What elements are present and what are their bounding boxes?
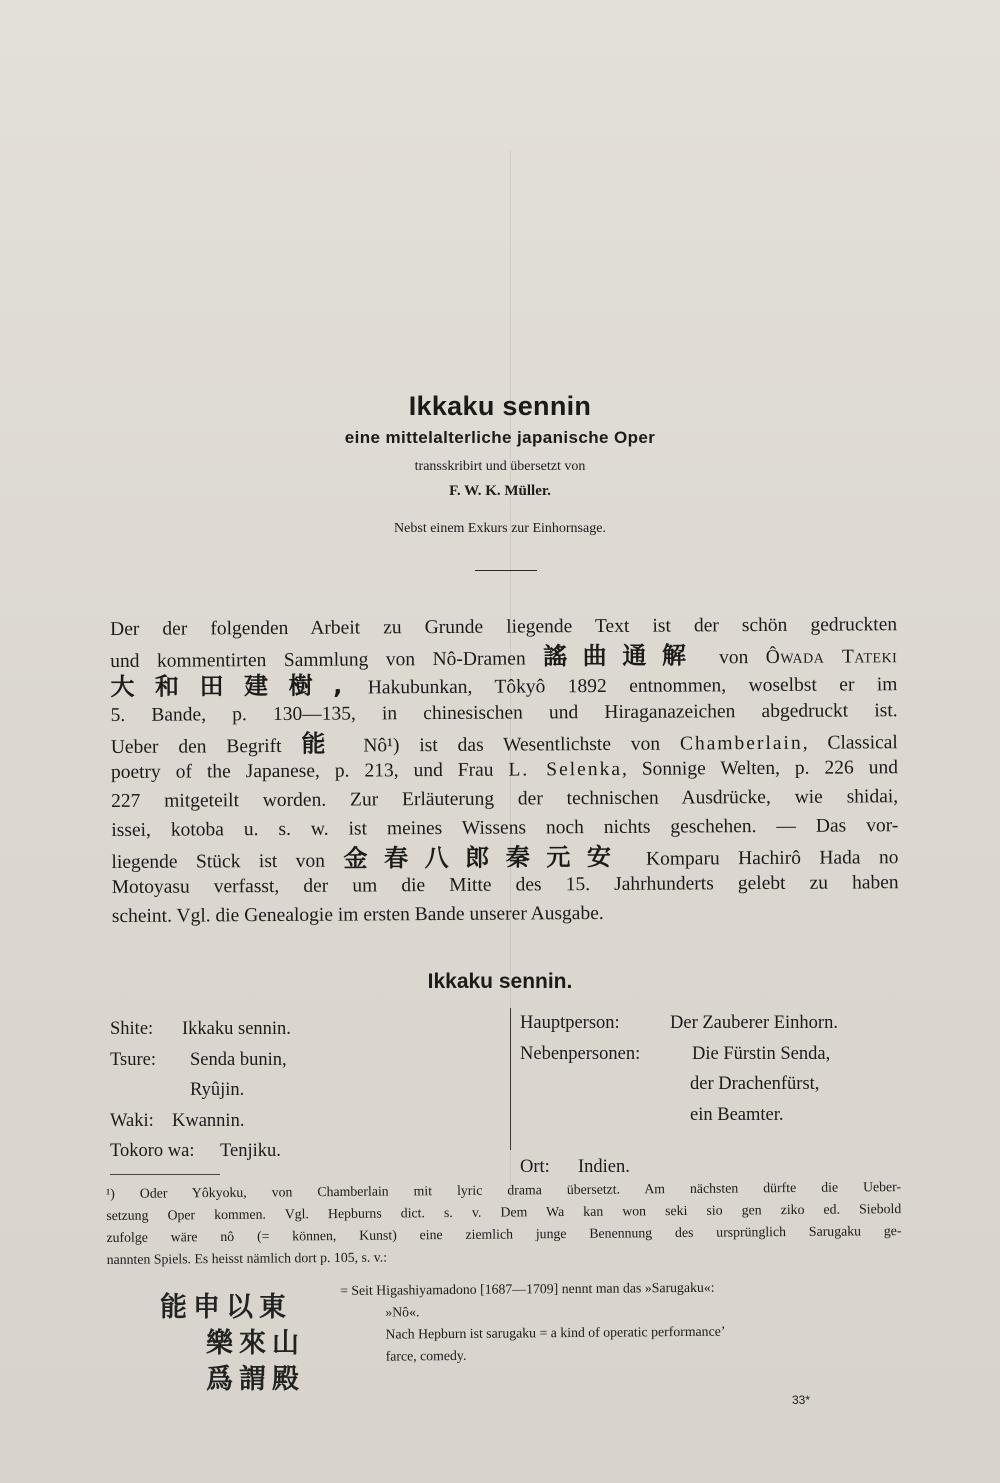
role-row: Tokoro wa: Tenjiku. xyxy=(110,1141,281,1161)
roles-german xyxy=(520,1008,838,1183)
role-row: Nebenpersonen: Die Fürstin Senda, xyxy=(520,1043,831,1064)
page-number: 33* xyxy=(792,1393,811,1407)
footnote-line: setzung Oper kommen. Vgl. Hepburns dict. s. v. Dem Wa kan won seki sio gen ziko ed. Siebold xyxy=(106,1201,902,1223)
footnote xyxy=(106,1176,902,1271)
footnote-line: ¹) Oder Yôkyoku, von Chamberlain mit lyric drama übersetzt. Am nächsten dürfte die Ueber- xyxy=(106,1179,902,1201)
roles-divider xyxy=(510,1008,511,1150)
quote-line: farce, comedy. xyxy=(385,1347,467,1364)
kanji-row: 爲謂殿 xyxy=(206,1364,305,1395)
paragraph-line: Ueber den Begrift 能 Nô¹) ist das Wesentlichste von Chamberlain, Classical xyxy=(110,729,898,758)
paragraph-line: und kommentirten Sammlung von Nô-Dramen 謠曲通解 von Ôwada Tateki xyxy=(110,641,898,672)
excursus-note: Nebst einem Exkurs zur Einhornsage. xyxy=(394,521,606,536)
paragraph-line: 大和田建樹, Hakubunkan, Tôkyô 1892 entnommen, woselbst er im xyxy=(110,671,898,702)
kanji-collection-title: 謠曲通解 xyxy=(543,641,702,671)
quote-line: »Nô«. xyxy=(385,1304,420,1320)
footnote-line: zufolge wäre nô (= können, Kunst) eine ziemlich junge Benennung des ursprünglich Sarugaku ge- xyxy=(106,1223,902,1245)
footnote-line: nannten Spiels. Es heisst nämlich dort p. 105, s. v.: xyxy=(106,1249,388,1267)
role-row: Shite: Ikkaku sennin. xyxy=(110,1019,291,1039)
role-row: Waki: Kwannin. xyxy=(110,1110,245,1131)
author-name: F. W. K. Müller. xyxy=(449,483,551,499)
footnote-rule xyxy=(110,1174,220,1175)
role-row: Hauptperson: Der Zauberer Einhorn. xyxy=(520,1013,838,1033)
quote-line: Nach Hepburn ist sarugaku = a kind of operatic performance’ xyxy=(385,1323,726,1342)
paragraph-line: liegende Stück ist von 金春八郎秦元安 Komparu Hachirô Hada no xyxy=(111,842,899,873)
play-heading: Ikkaku sennin. xyxy=(427,970,573,993)
paragraph-line: Der der folgenden Arbeit zu Grunde liegende Text ist der schön gedruckten xyxy=(110,614,898,640)
kanji-author-name: 金春八郎秦元安 xyxy=(343,842,628,873)
document-title: Ikkaku sennin xyxy=(408,391,592,421)
paragraph-line: scheint. Vgl. die Genealogie im ersten Bande unserer Ausgabe. xyxy=(111,902,604,927)
editor-name: Ôwada Tateki xyxy=(765,645,898,668)
kanji-editor-name: 大和田建樹, xyxy=(110,671,346,702)
paragraph-line: Motoyasu verfasst, der um die Mitte des 15. Jahrhunderts gelebt zu haben xyxy=(111,872,899,899)
role-row xyxy=(520,1130,838,1152)
title-rule xyxy=(475,570,537,571)
translated-by-label: transskribirt und übersetzt von xyxy=(414,459,586,474)
footnote-kanji-block xyxy=(160,1290,305,1398)
document-subtitle: eine mittelalterliche japanische Oper xyxy=(344,428,656,447)
kanji-row: 能申以東 xyxy=(160,1292,292,1323)
footnote-quote xyxy=(340,1275,901,1368)
paragraph-line: poetry of the Japanese, p. 213, und Frau L. Selenka, Sonnige Welten, p. 226 und xyxy=(110,757,899,784)
role-row: ein Beamter. xyxy=(690,1104,784,1125)
intro-paragraph xyxy=(110,611,899,931)
paragraph-line: 227 mitgeteilt worden. Zur Erläuterung der technischen Ausdrücke, wie shidai, xyxy=(111,786,899,813)
role-row: Ryûjin. xyxy=(190,1080,245,1100)
kanji-row: 樂來山 xyxy=(206,1328,305,1359)
paragraph-line: 5. Bande, p. 130—135, in chinesischen und Hiraganazeichen abgedruckt ist. xyxy=(110,700,898,727)
role-row: der Drachenfürst, xyxy=(690,1074,820,1094)
role-row: Ort: Indien. xyxy=(520,1157,630,1177)
roles-japanese xyxy=(110,1014,291,1167)
role-row: Tsure: Senda bunin, xyxy=(110,1049,287,1070)
kanji-no: 能 xyxy=(301,729,344,758)
quote-line: = Seit Higashiyamadono [1687—1709] nennt man das »Sarugaku«: xyxy=(340,1279,715,1298)
paragraph-line: issei, kotoba u. s. w. ist meines Wissens noch nichts geschehen. — Das vor- xyxy=(111,815,899,841)
